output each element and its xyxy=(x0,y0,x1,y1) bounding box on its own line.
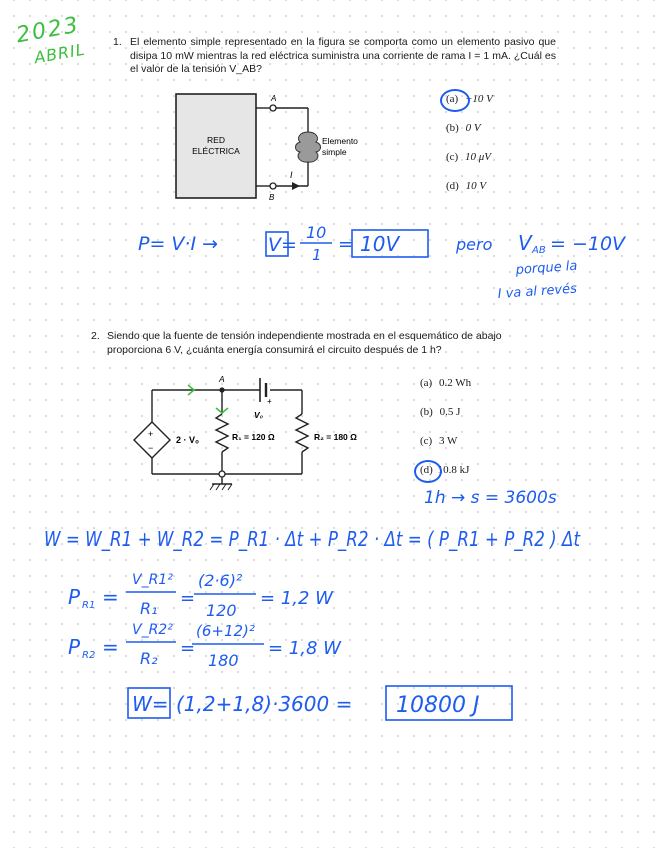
option-d-label: (d) xyxy=(420,464,433,476)
q2-pr1-lhs: P xyxy=(68,585,81,609)
q1-note-2: I va al revés xyxy=(497,281,578,302)
option-b-label: (b) xyxy=(446,122,459,134)
q2-pr2-frac-den: R₂ xyxy=(140,649,158,668)
option-a-value: −10 V xyxy=(464,93,493,105)
q2-pr2-result: = 1,8 W xyxy=(268,638,341,659)
q2-text: Siendo que la fuente de tensión independiente mostrada en el esquemático de abajo proporciona 6 V, ¿cuánta energía consumirá el circuito después de 1 h? xyxy=(107,330,502,356)
q1-vab-sub: AB xyxy=(532,245,546,256)
q2-option-b[interactable] xyxy=(420,406,471,435)
q2-energy-equation: W = W_R1 + W_R2 = P_R1 · Δt + P_R2 · Δt = ( P_R1 + P_R2 ) Δt xyxy=(44,527,581,551)
q1-circuit-figure xyxy=(170,90,390,205)
option-b-value: 0 V xyxy=(465,122,481,134)
q1-fraction-den: 1 xyxy=(312,246,322,264)
label-b: B xyxy=(269,193,275,202)
svg-text:=: = xyxy=(180,588,196,609)
q2-work xyxy=(36,510,596,740)
q2-final-result: 10800 J xyxy=(396,693,480,718)
node-a-label: A xyxy=(219,374,225,384)
option-a-label: (a) xyxy=(420,377,433,389)
option-c-label: (c) xyxy=(446,151,459,163)
node-a xyxy=(270,105,276,111)
elem-label-2: simple xyxy=(322,147,347,157)
q2-pr2-num2: (6+12)² xyxy=(196,622,255,640)
option-c-label: (c) xyxy=(420,435,433,447)
q2-pr1-num2: (2·6)² xyxy=(198,571,243,590)
q1-v-eq: V= xyxy=(268,234,297,256)
option-b-value: 0.5 J xyxy=(439,406,461,418)
q1-fraction-num: 10 xyxy=(306,223,327,242)
current-arrow xyxy=(292,182,300,190)
option-a-value: 0.2 Wh xyxy=(438,377,472,389)
q2-pr2-frac-num: V_R2² xyxy=(132,622,173,638)
q2-number: 2. xyxy=(91,330,100,342)
box-label-1: RED xyxy=(207,135,225,145)
q1-power-formula: P= V·I → xyxy=(138,233,219,255)
q2-pr2-lhs: P xyxy=(68,635,81,659)
r1-label: R₁ = 120 Ω xyxy=(232,432,275,442)
q1-result: 10V xyxy=(360,232,400,256)
month-annotation: ABRIL xyxy=(32,39,87,68)
r2-label: R₂ = 180 Ω xyxy=(314,432,357,442)
dep-source-label: 2 · V₀ xyxy=(176,435,200,445)
q1-number: 1. xyxy=(113,36,122,48)
option-d-label: (d) xyxy=(446,180,459,192)
q2-pr1-frac-num: V_R1² xyxy=(132,572,173,588)
resistor-r2 xyxy=(296,414,308,452)
q1-option-b[interactable] xyxy=(446,122,493,151)
q1-option-d[interactable] xyxy=(446,180,493,209)
dep-minus: − xyxy=(148,443,154,453)
q2-pr1-frac-den: R₁ xyxy=(140,599,158,618)
svg-text:=: = xyxy=(180,638,196,659)
q2-final-expr: (1,2+1,8)·3600 = xyxy=(176,692,353,716)
option-d-value: 10 V xyxy=(465,180,487,192)
node-b xyxy=(270,183,276,189)
q1-equals: = xyxy=(338,234,354,255)
q2-options xyxy=(420,377,471,493)
q1-answer-circle xyxy=(440,89,470,112)
resistor-r1 xyxy=(216,414,228,452)
q2-pr1-den2: 120 xyxy=(206,601,237,620)
option-c-value: 10 μV xyxy=(464,151,491,163)
q2-pr2-sub: R2 xyxy=(82,650,96,661)
option-b-label: (b) xyxy=(420,406,433,418)
q2-pr2-den2: 180 xyxy=(208,651,239,670)
q1-vab-value: = −10V xyxy=(550,233,626,255)
q2-pr1-result: = 1,2 W xyxy=(260,588,333,609)
q1-option-c[interactable] xyxy=(446,151,493,180)
box-label-2: ELÉCTRICA xyxy=(192,146,240,156)
q1-vab: V xyxy=(518,231,532,255)
q1-options xyxy=(446,93,493,209)
simple-element-cloud xyxy=(296,132,321,162)
option-d-value: 10.8 kJ xyxy=(437,464,470,476)
q2-option-a[interactable] xyxy=(420,377,471,406)
q2-time-conversion: 1h → s = 3600s xyxy=(424,488,557,508)
svg-text:=: = xyxy=(102,585,119,609)
ground-node xyxy=(219,471,225,477)
year-annotation: 2023 xyxy=(14,12,82,49)
label-a: A xyxy=(271,94,277,103)
q2-circuit-figure xyxy=(126,370,376,500)
q2-pr1-sub: R1 xyxy=(82,600,96,611)
svg-text:=: = xyxy=(102,635,119,659)
dep-plus: + xyxy=(148,429,154,439)
q2-answer-circle xyxy=(414,460,442,483)
q1-note-1: porque la xyxy=(515,258,578,278)
q1-work xyxy=(130,220,640,306)
battery-plus: + xyxy=(267,397,272,406)
q2-final-lhs: W= xyxy=(132,692,169,716)
option-c-value: 3 W xyxy=(438,435,458,447)
v0-label: V₀ xyxy=(254,410,264,420)
q1-pero: pero xyxy=(456,235,493,254)
q1-option-a[interactable] xyxy=(446,93,493,122)
elem-label-1: Elemento xyxy=(322,136,358,146)
current-label: I xyxy=(290,170,293,180)
q1-text: El elemento simple representado en la figura se comporta como un elemento pasivo que disipa 10 mW mientras la red eléctrica suministra una corriente de rama I = 1 mA. ¿Cuál es el valor de la tensión V_AB? xyxy=(130,36,556,75)
option-a-label: (a) xyxy=(446,93,459,105)
